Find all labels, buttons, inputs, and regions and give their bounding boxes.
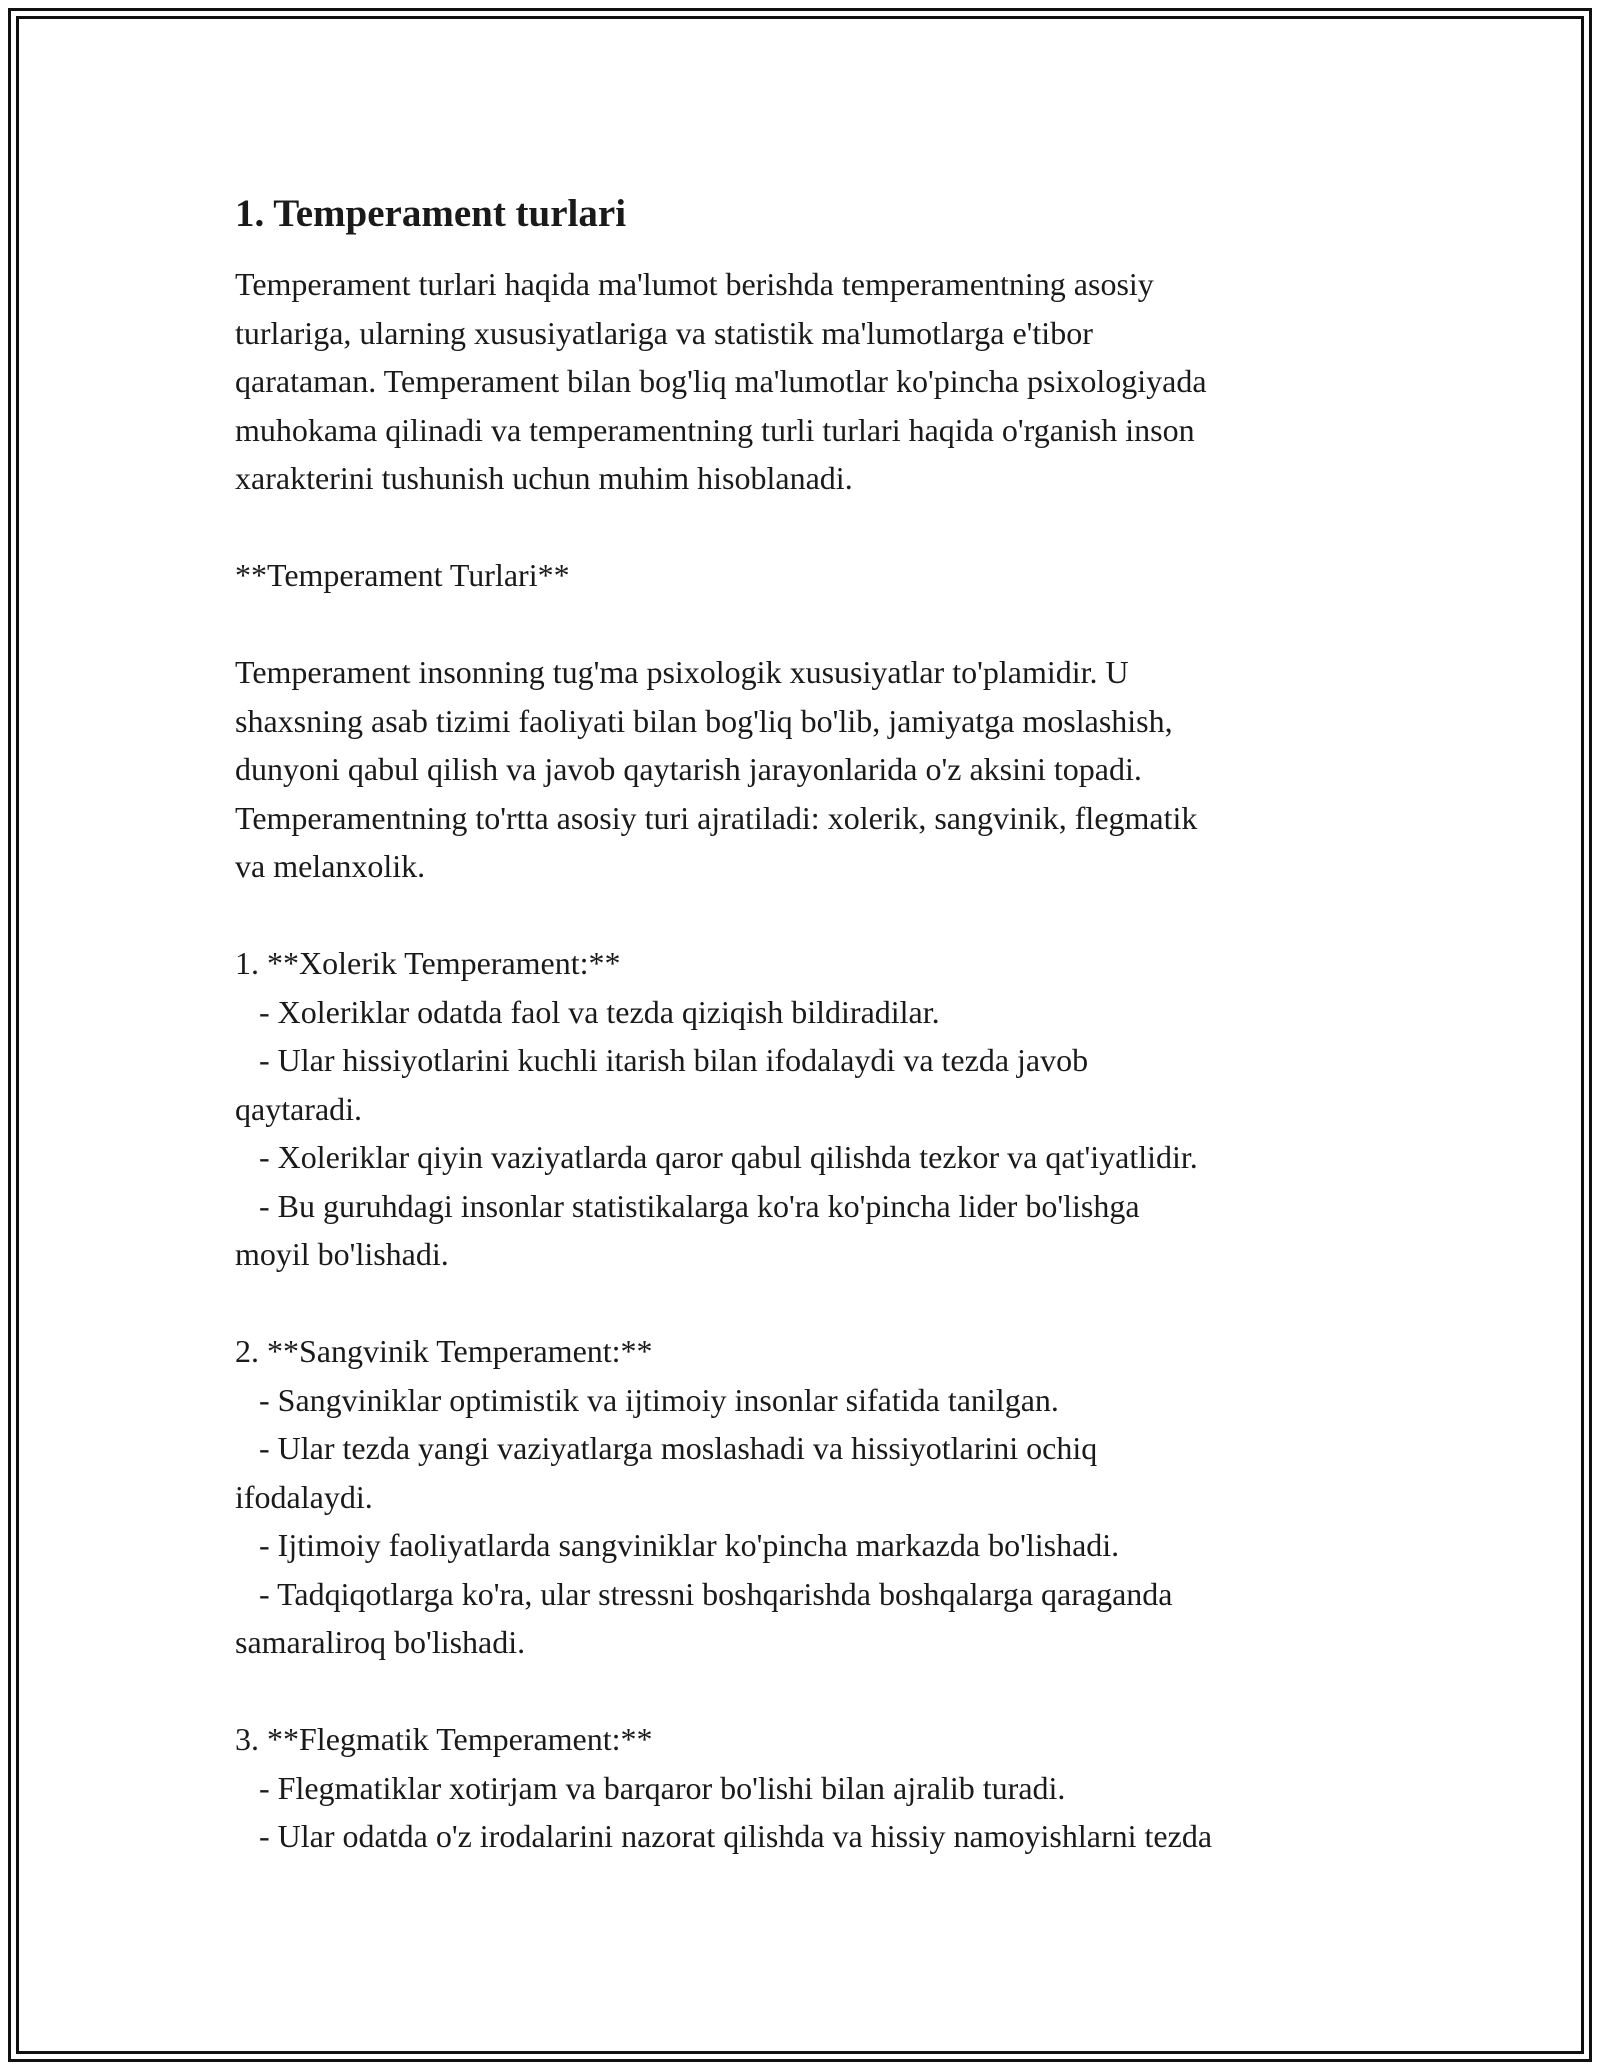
paragraph-spacer xyxy=(235,1667,1365,1716)
paragraph-spacer xyxy=(235,600,1365,649)
section-heading: 3. **Flegmatik Temperament:** xyxy=(235,1721,653,1757)
section-flegmatik xyxy=(235,1715,1365,1861)
document-content xyxy=(235,190,1365,1861)
section-xolerik xyxy=(235,939,1365,1279)
section-heading: 2. **Sangvinik Temperament:** xyxy=(235,1333,653,1369)
section-sangvinik xyxy=(235,1327,1365,1667)
paragraph-spacer xyxy=(235,891,1365,940)
paragraph-spacer xyxy=(235,503,1365,552)
section-heading: 1. **Xolerik Temperament:** xyxy=(235,945,621,981)
subheading: **Temperament Turlari** xyxy=(235,557,570,593)
section-body: - Flegmatiklar xotirjam va barqaror bo'lishi bilan ajralib turadi. - Ular odatda o'z irodalarini nazorat qilishda va hissiy namoyishlarni tezda xyxy=(259,1769,1213,1854)
document-title: 1. Temperament turlari xyxy=(235,192,627,235)
definition-paragraph: Temperament insonning tug'ma psixologik xususiyatlar to'plamidir. U shaxsning asab tizimi faoliyati bilan bog'liq bo'lib, jamiyatga moslashish, dunyoni qabul qilish va javob qaytarish jarayonlarida o'z aksini topadi. Temperamentning to'rtta asosiy turi ajratiladi: xolerik, sangvinik, flegmatik va melanxolik. xyxy=(235,654,1198,884)
section-body: - Xoleriklar odatda faol va tezda qiziqish bildiradilar. - Ular hissiyotlarini kuchli itarish bilan ifodalaydi va tezda javob qaytaradi. - Xoleriklar qiyin vaziyatlarda qaror qabul qilishda tezkor va qat'iyatlidir. - Bu guruhdagi insonlar statistikalarga ko'ra ko'pincha lider bo'lishga moyil bo'lishadi. xyxy=(235,993,1198,1272)
section-body: - Sangviniklar optimistik va ijtimoiy insonlar sifatida tanilgan. - Ular tezda yangi vaziyatlarga moslashadi va hissiyotlarini ochiq ifodalaydi. - Ijtimoiy faoliyatlarda sangviniklar ko'pincha markazda bo'lishadi. - Tadqiqotlarga ko'ra, ular stressni boshqarishda boshqalarga qaraganda samaraliroq bo'lishadi. xyxy=(235,1381,1173,1660)
paragraph-spacer xyxy=(235,1279,1365,1328)
intro-paragraph: Temperament turlari haqida ma'lumot berishda temperamentning asosiy turlariga, ularning xususiyatlariga va statistik ma'lumotlarga e'tibor qarataman. Temperament bilan bog'liq ma'lumotlar ko'pincha psixologiyada muhokama qilinadi va temperamentning turli turlari haqida o'rganish inson xarakterini tushunish uchun muhim hisoblanadi. xyxy=(235,266,1207,496)
